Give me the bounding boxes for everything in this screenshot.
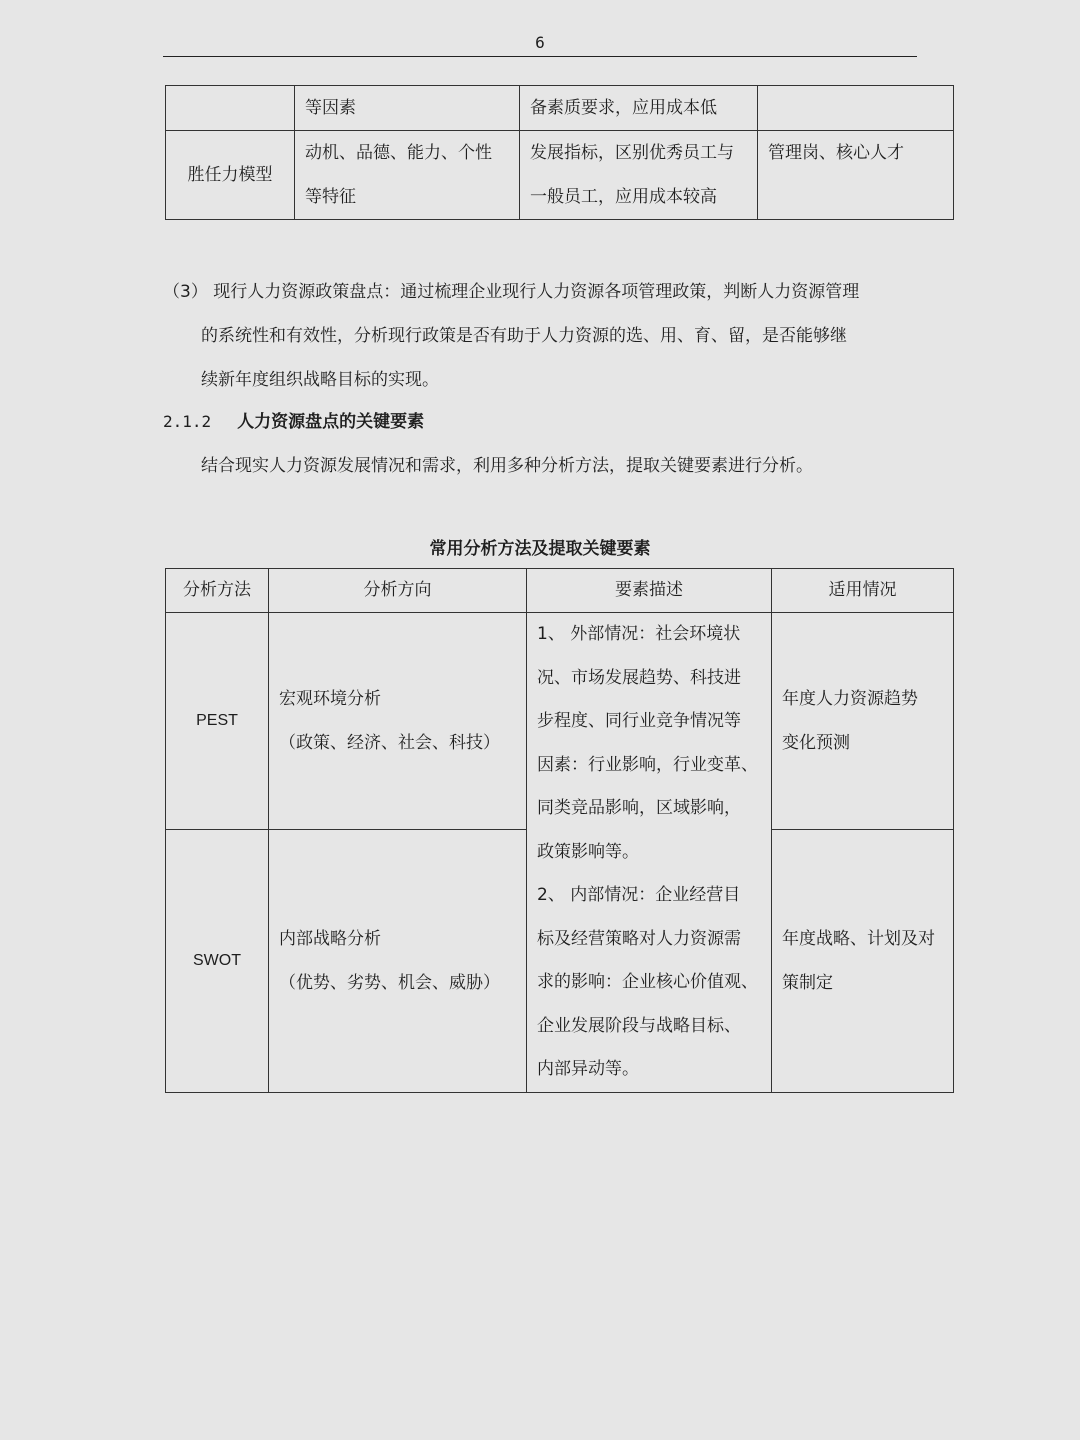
cell-line: 一般员工，应用成本较高 xyxy=(530,187,717,207)
table-cell: 胜任力模型 xyxy=(166,131,295,220)
table-cell: 备素质要求，应用成本低 xyxy=(520,86,758,131)
table-cell: 管理岗、核心人才 xyxy=(758,131,954,220)
direction-cell xyxy=(269,613,527,830)
paragraph-line: （3） 现行人力资源政策盘点：通过梳理企业现行人力资源各项管理政策，判断人力资源管理 xyxy=(163,282,860,302)
direction-title: 内部战略分析 xyxy=(279,928,381,949)
usage-line: 年度人力资源趋势 xyxy=(782,689,918,710)
section-heading xyxy=(163,400,923,444)
direction-detail: （优势、劣势、机会、威胁） xyxy=(279,972,500,993)
page-number: 6 xyxy=(535,33,545,52)
intro-paragraph: 结合现实人力资源发展情况和需求，利用多种分析方法，提取关键要素进行分析。 xyxy=(201,456,813,476)
usage-line: 策制定 xyxy=(782,972,833,993)
description-cell xyxy=(527,613,772,1093)
method-cell: SWOT xyxy=(166,830,269,1092)
table-row xyxy=(166,131,954,220)
policy-inventory-paragraph xyxy=(163,270,923,402)
table-cell: 等因素 xyxy=(295,86,520,131)
table-caption: 常用分析方法及提取关键要素 xyxy=(429,539,651,559)
cell-line: 发展指标，区别优秀员工与 xyxy=(530,143,734,163)
table-header: 分析方向 xyxy=(269,569,527,613)
description-line: 同类竞品影响，区域影响， xyxy=(537,798,741,818)
section-number: 2.1.2 xyxy=(163,412,212,431)
table-header: 分析方法 xyxy=(166,569,269,613)
table-continuation xyxy=(165,85,954,220)
direction-detail: （政策、经济、社会、科技） xyxy=(279,733,500,754)
description-line: 企业发展阶段与战略目标、 xyxy=(537,1015,741,1036)
description-line: 内部异动等。 xyxy=(537,1059,639,1079)
method-cell: PEST xyxy=(166,613,269,830)
description-line: 求的影响：企业核心价值观、 xyxy=(537,972,758,992)
description-line: 2、 内部情况：企业经营目 xyxy=(537,885,741,905)
table-row xyxy=(166,86,954,131)
usage-cell xyxy=(772,830,954,1092)
direction-title: 宏观环境分析 xyxy=(279,689,381,710)
section-title: 人力资源盘点的关键要素 xyxy=(237,412,425,432)
cell-line: 等特征 xyxy=(305,187,356,207)
description-line: 因素：行业影响，行业变革、 xyxy=(537,754,758,775)
usage-line: 变化预测 xyxy=(782,733,850,754)
usage-line: 年度战略、计划及对 xyxy=(782,928,935,949)
table-cell xyxy=(758,86,954,131)
table-header: 适用情况 xyxy=(772,569,954,613)
table-header: 要素描述 xyxy=(527,569,772,613)
table-cell xyxy=(520,131,758,220)
header-rule xyxy=(163,56,917,57)
cell-line: 动机、品德、能力、个性 xyxy=(305,143,492,163)
paragraph-line: 的系统性和有效性，分析现行政策是否有助于人力资源的选、用、育、留，是否能够继 xyxy=(201,326,847,346)
description-line: 况、市场发展趋势、科技进 xyxy=(537,667,741,688)
table-cell xyxy=(166,86,295,131)
analysis-methods-table xyxy=(165,568,954,1093)
table-header-row xyxy=(166,569,954,613)
direction-cell xyxy=(269,830,527,1092)
table-row xyxy=(166,613,954,830)
table-cell xyxy=(295,131,520,220)
description-line: 政策影响等。 xyxy=(537,841,639,862)
description-line: 步程度、同行业竞争情况等 xyxy=(537,711,741,731)
paragraph-line: 续新年度组织战略目标的实现。 xyxy=(201,370,439,390)
usage-cell xyxy=(772,613,954,830)
description-line: 1、 外部情况：社会环境状 xyxy=(537,624,741,644)
description-line: 标及经营策略对人力资源需 xyxy=(537,928,741,949)
